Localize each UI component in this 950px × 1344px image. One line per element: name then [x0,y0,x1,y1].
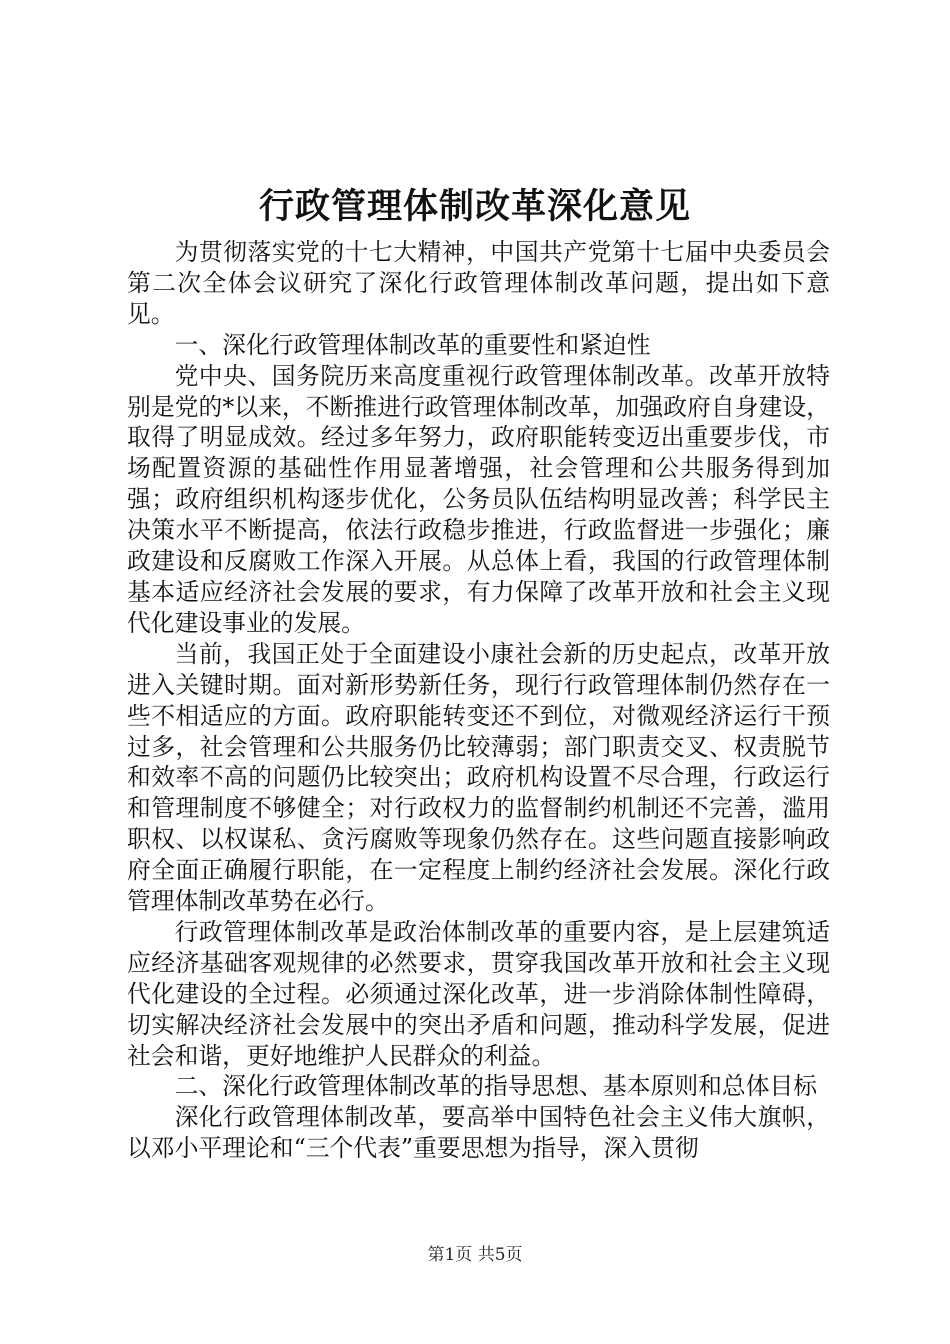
page-number-footer: 第1页 共5页 [427,1245,523,1265]
paragraph-importance: 行政管理体制改革是政治体制改革的重要内容，是上层建筑适应经济基础客观规律的必然要求，贯穿我国改革开放和社会主义现代化建设的全过程。必须通过深化改革，进一步消除体制性障碍，切实解决经济社会发展中的突出矛盾和问题，推动科学发展，促进社会和谐，更好地维护人民群众的利益。 [127,917,830,1070]
paragraph-current-problems: 当前，我国正处于全面建设小康社会新的历史起点，改革开放进入关键时期。面对新形势新任务，现行行政管理体制仍然存在一些不相适应的方面。政府职能转变还不到位，对微观经济运行干预过多，社会管理和公共服务仍比较薄弱；部门职责交叉、权责脱节和效率不高的问题仍比较突出；政府机构设置不尽合理，行政运行和管理制度不够健全；对行政权力的监督制约机制还不完善，滥用职权、以权谋私、贪污腐败等现象仍然存在。这些问题直接影响政府全面正确履行职能，在一定程度上制约经济社会发展。深化行政管理体制改革势在必行。 [127,639,830,916]
intro-paragraph: 为贯彻落实党的十七大精神，中国共产党第十七届中央委员会第二次全体会议研究了深化行政管理体制改革问题，提出如下意见。 [127,238,830,328]
section-heading-2: 二、深化行政管理体制改革的指导思想、基本原则和总体目标 [174,1072,818,1101]
document-title: 行政管理体制改革深化意见 [258,186,691,227]
paragraph-guiding-thought: 深化行政管理体制改革，要高举中国特色社会主义伟大旗帜，以邓小平理论和“三个代表”重要思想为指导，深入贯彻 [127,1103,830,1163]
paragraph-achievements: 党中央、国务院历来高度重视行政管理体制改革。改革开放特别是党的*以来，不断推进行政管理体制改革，加强政府自身建设，取得了明显成效。经过多年努力，政府职能转变迈出重要步伐，市场配置资源的基础性作用显著增强，社会管理和公共服务得到加强；政府组织机构逐步优化，公务员队伍结构明显改善；科学民主决策水平不断提高，依法行政稳步推进，行政监督进一步强化；廉政建设和反腐败工作深入开展。从总体上看，我国的行政管理体制基本适应经济社会发展的要求，有力保障了改革开放和社会主义现代化建设事业的发展。 [127,361,830,637]
document-body [127,237,830,1164]
section-heading-1: 一、深化行政管理体制改革的重要性和紧迫性 [174,330,651,359]
